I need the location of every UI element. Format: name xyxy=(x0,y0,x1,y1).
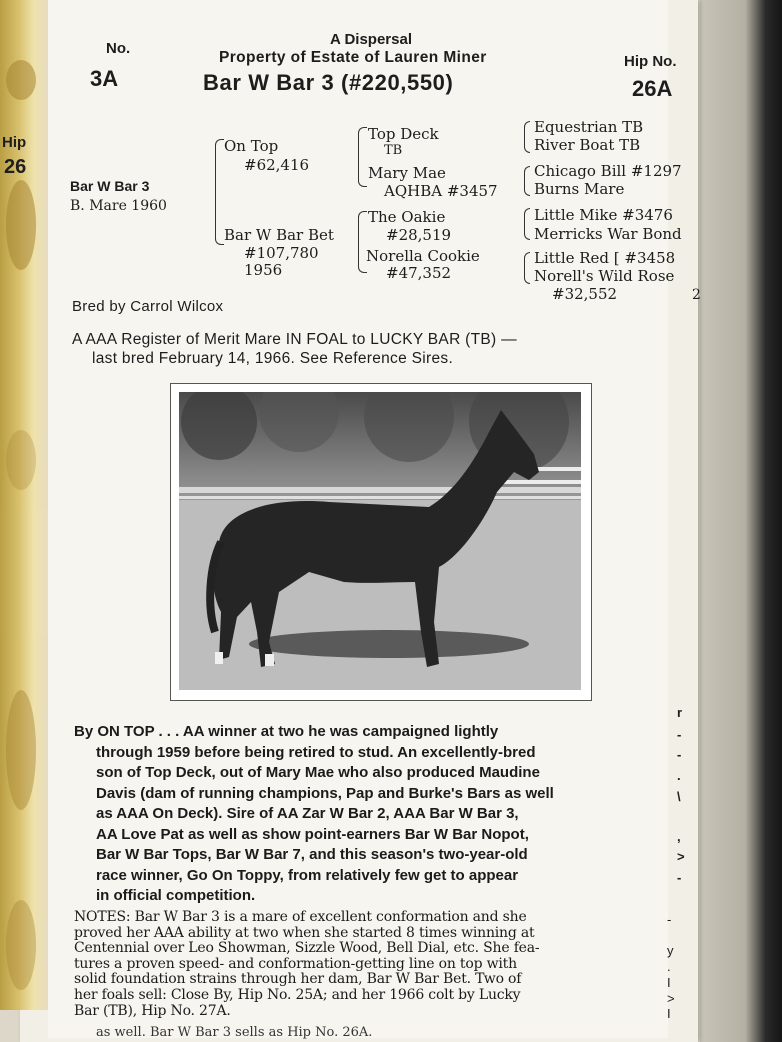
edge-right-digit: 2 xyxy=(692,287,701,303)
description-line: Davis (dam of running champions, Pap and Burke's Bars as well xyxy=(96,784,554,802)
pedigree-dam-sire-reg: #28,519 xyxy=(386,226,452,244)
tape-stain xyxy=(6,430,36,490)
hip-number-label: Hip No. xyxy=(624,53,677,70)
pedigree-ddd: Norell's Wild Rose xyxy=(534,267,675,285)
horse-title: Bar W Bar 3 (#220,550) xyxy=(203,70,454,95)
edge-mark: r xyxy=(677,705,683,720)
pedigree-dsd: Merricks War Bond xyxy=(534,225,682,243)
pedigree-dam-dam: Norella Cookie xyxy=(366,247,480,265)
edge-mark: - xyxy=(677,870,682,885)
description-line: as AAA On Deck). Sire of AA Zar W Bar 2, AAA Bar W Bar 3, xyxy=(96,805,519,822)
edge-mark: - xyxy=(667,912,672,927)
pedigree-sire-reg: #62,416 xyxy=(244,156,310,174)
pedigree-sire-sire: Top Deck xyxy=(368,125,439,143)
notes-line: solid foundation strains through her dam, Bar W Bar Bet. Two of xyxy=(74,971,522,988)
pedigree-dam-year: 1956 xyxy=(244,261,283,279)
description-line: son of Top Deck, out of Mary Mae who also produced Maudine xyxy=(96,764,540,781)
pedigree-dss: Little Mike #3476 xyxy=(534,206,673,224)
tape-stain xyxy=(6,60,36,100)
pedigree-bracket xyxy=(524,121,530,153)
notes-line: her foals sell: Close By, Hip No. 25A; and her 1966 colt by Lucky xyxy=(74,986,521,1003)
pedigree-sire-dam: Mary Mae xyxy=(368,164,446,182)
dispersal-title: A Dispersal xyxy=(330,31,412,48)
edge-mark: > xyxy=(677,849,685,864)
pedigree-sire-sire-reg: TB xyxy=(384,143,403,158)
tape-stain xyxy=(6,180,36,270)
edge-mark: . xyxy=(667,959,671,974)
lot-number-label: No. xyxy=(106,40,131,57)
horse-photo-frame xyxy=(170,383,592,701)
notes-line: tures a proven speed- and conformation-getting line on top with xyxy=(74,955,517,972)
footer-partial-line: as well. Bar W Bar 3 sells as Hip No. 26A. xyxy=(96,1025,373,1040)
notes-line: NOTES: Bar W Bar 3 is a mare of excellent conformation and she xyxy=(74,909,527,925)
tape-stain xyxy=(6,900,36,990)
edge-hip-label: Hip xyxy=(2,134,27,151)
edge-mark: > xyxy=(667,991,675,1006)
pedigree-ssd: River Boat TB xyxy=(534,136,641,154)
tape-stain xyxy=(6,690,36,810)
notes-line: Centennial over Leo Showman, Sizzle Wood, Bell Dial, etc. She fea- xyxy=(74,940,540,957)
lot-number-value: 3A xyxy=(90,66,119,91)
pedigree-sire-dam-reg: AQHBA #3457 xyxy=(384,182,498,200)
pedigree-sds: Chicago Bill #1297 xyxy=(534,162,682,180)
pedigree-sire: On Top xyxy=(224,137,279,155)
sire-description xyxy=(74,722,674,907)
notes-line: Bar (TB), Hip No. 27A. xyxy=(74,1002,231,1019)
pedigree-horse-desc: B. Mare 1960 xyxy=(70,198,167,214)
pedigree-sdd: Burns Mare xyxy=(534,180,625,198)
description-line: Bar W Bar Tops, Bar W Bar 7, and this season's two-year-old xyxy=(96,846,528,863)
edge-mark: . xyxy=(677,768,681,783)
edge-mark: y xyxy=(667,943,674,958)
pedigree-bracket xyxy=(524,252,530,284)
hip-number-value: 26A xyxy=(632,76,673,101)
description-line: race winner, Go On Toppy, from relatively few get to appear xyxy=(96,866,519,884)
pedigree-bracket xyxy=(215,139,224,245)
estate-subtitle: Property of Estate of Lauren Miner xyxy=(219,49,487,66)
notes-paragraph xyxy=(74,910,674,1019)
pedigree-dam-sire: The Oakie xyxy=(368,208,446,226)
pedigree-dam: Bar W Bar Bet xyxy=(224,226,334,244)
pedigree-horse-name: Bar W Bar 3 xyxy=(70,178,150,194)
pedigree-dam-dam-reg: #47,352 xyxy=(386,264,452,282)
edge-hip-value: 26 xyxy=(4,156,27,178)
edge-mark: , xyxy=(677,829,681,844)
register-line-2: last bred February 14, 1966. See Reference Sires. xyxy=(92,350,454,367)
background-surface xyxy=(700,0,782,1042)
edge-mark: \ xyxy=(677,789,681,804)
pedigree-dam-reg: #107,780 xyxy=(244,244,319,262)
edge-mark: I xyxy=(667,1006,671,1021)
pedigree-ddd-reg: #32,552 xyxy=(552,285,618,303)
description-line: in official competition. xyxy=(96,887,256,904)
bred-by: Bred by Carrol Wilcox xyxy=(72,298,224,315)
horse-photo xyxy=(179,392,581,690)
pedigree-sss: Equestrian TB xyxy=(534,118,644,136)
pedigree-bracket xyxy=(358,127,367,187)
description-line: AA Love Pat as well as show point-earners Bar W Bar Nopot, xyxy=(96,825,529,843)
aged-tape-strip xyxy=(0,0,48,1010)
description-line: By ON TOP . . . AA winner at two he was campaigned lightly xyxy=(74,723,499,740)
edge-mark: I xyxy=(667,975,671,990)
edge-mark: - xyxy=(677,727,682,742)
pedigree-bracket xyxy=(524,208,530,240)
horse-photo-illustration xyxy=(179,392,581,690)
description-line: through 1959 before being retired to stud. An excellently-bred xyxy=(96,743,536,761)
pedigree-dds: Little Red [ #3458 xyxy=(534,249,676,267)
edge-mark: - xyxy=(677,747,682,762)
notes-line: proved her AAA ability at two when she started 8 times winning at xyxy=(74,924,535,941)
pedigree-bracket xyxy=(524,166,530,196)
register-line-1: A AAA Register of Merit Mare IN FOAL to LUCKY BAR (TB) — xyxy=(72,331,517,348)
